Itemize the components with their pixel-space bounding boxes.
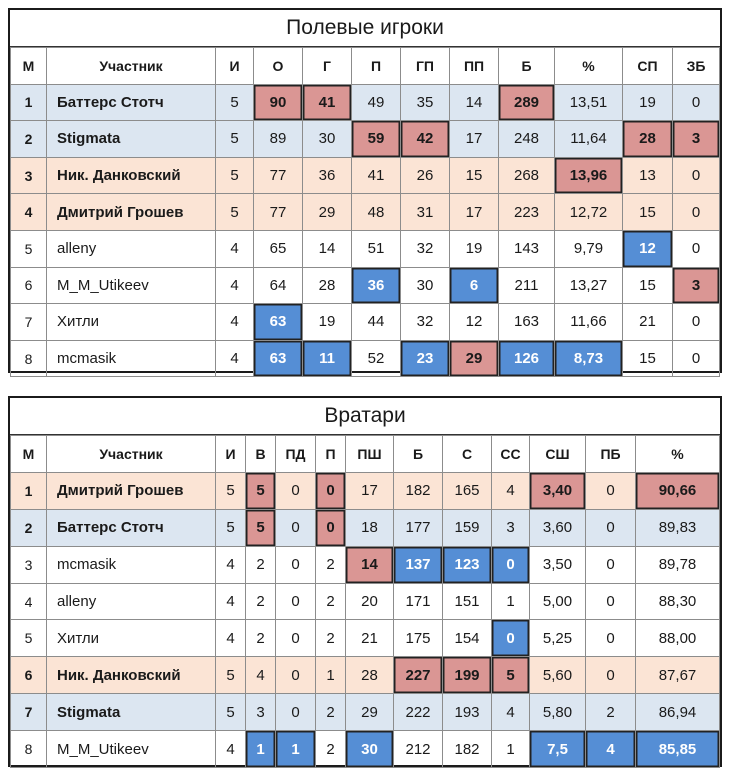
stat-cell: 65 — [254, 230, 303, 267]
stat-cell: 0 — [673, 194, 720, 231]
stat-cell: 137 — [394, 546, 443, 583]
rank-cell: 5 — [11, 230, 47, 267]
stat-cell: 8,73 — [555, 340, 623, 377]
stat-cell: 30 — [346, 731, 394, 768]
stat-cell: 5,00 — [530, 583, 586, 620]
stat-cell: 5 — [216, 509, 246, 546]
stat-cell: 26 — [401, 157, 450, 194]
stat-cell: 89,83 — [636, 509, 720, 546]
stat-cell: 2 — [316, 546, 346, 583]
column-header: Г — [303, 48, 352, 85]
stat-cell: 32 — [401, 304, 450, 341]
field-players-header-row — [11, 48, 720, 85]
rank-cell: 4 — [11, 583, 47, 620]
stat-cell: 4 — [586, 731, 636, 768]
stat-cell: 86,94 — [636, 694, 720, 731]
column-header: С — [443, 436, 492, 473]
rank-cell: 8 — [11, 340, 47, 377]
stat-cell: 77 — [254, 194, 303, 231]
stat-cell: 85,85 — [636, 731, 720, 768]
stat-cell: 0 — [586, 657, 636, 694]
stat-cell: 14 — [303, 230, 352, 267]
stat-cell: 0 — [586, 509, 636, 546]
stat-cell: 4 — [216, 340, 254, 377]
table-row — [11, 694, 720, 731]
rank-cell: 5 — [11, 620, 47, 657]
stat-cell: 0 — [673, 157, 720, 194]
stat-cell: 77 — [254, 157, 303, 194]
table-row — [11, 620, 720, 657]
stat-cell: 88,30 — [636, 583, 720, 620]
stat-cell: 63 — [254, 304, 303, 341]
rank-cell: 7 — [11, 304, 47, 341]
goalkeepers-panel — [8, 396, 722, 767]
stat-cell: 12 — [450, 304, 499, 341]
stat-cell: 2 — [316, 731, 346, 768]
stat-cell: 5 — [216, 157, 254, 194]
stat-cell: 30 — [303, 121, 352, 158]
rank-cell: 1 — [11, 472, 47, 509]
stat-cell: 49 — [352, 84, 401, 121]
stat-cell: 212 — [394, 731, 443, 768]
stat-cell: 0 — [276, 694, 316, 731]
player-name-cell: alleny — [47, 230, 216, 267]
stat-cell: 15 — [450, 157, 499, 194]
stat-cell: 17 — [346, 472, 394, 509]
stat-cell: 5 — [216, 657, 246, 694]
goalkeepers-header-row — [11, 436, 720, 473]
stat-cell: 0 — [673, 304, 720, 341]
table-row — [11, 657, 720, 694]
column-header: % — [636, 436, 720, 473]
stat-cell: 171 — [394, 583, 443, 620]
stat-cell: 4 — [216, 304, 254, 341]
stat-cell: 0 — [276, 657, 316, 694]
stat-cell: 182 — [443, 731, 492, 768]
stat-cell: 23 — [401, 340, 450, 377]
stat-cell: 90 — [254, 84, 303, 121]
stat-cell: 44 — [352, 304, 401, 341]
stat-cell: 17 — [450, 121, 499, 158]
stat-cell: 2 — [586, 694, 636, 731]
stat-cell: 29 — [303, 194, 352, 231]
stat-cell: 0 — [586, 620, 636, 657]
column-header: М — [11, 436, 47, 473]
player-name-cell: mcmasik — [47, 340, 216, 377]
stat-cell: 5 — [246, 472, 276, 509]
stat-cell: 2 — [246, 620, 276, 657]
stat-cell: 63 — [254, 340, 303, 377]
rank-cell: 6 — [11, 657, 47, 694]
stat-cell: 2 — [246, 583, 276, 620]
goalkeepers-table — [10, 435, 720, 768]
column-header: ЗБ — [673, 48, 720, 85]
stat-cell: 3 — [673, 121, 720, 158]
rank-cell: 3 — [11, 546, 47, 583]
stat-cell: 1 — [492, 583, 530, 620]
stat-cell: 59 — [352, 121, 401, 158]
rank-cell: 6 — [11, 267, 47, 304]
stat-cell: 13 — [623, 157, 673, 194]
stat-cell: 0 — [492, 620, 530, 657]
stat-cell: 1 — [316, 657, 346, 694]
player-name-cell: Stigmata — [47, 121, 216, 158]
table-row — [11, 194, 720, 231]
stat-cell: 0 — [586, 546, 636, 583]
stat-cell: 19 — [623, 84, 673, 121]
stat-cell: 7,5 — [530, 731, 586, 768]
player-name-cell: M_M_Utikeev — [47, 267, 216, 304]
table-row — [11, 230, 720, 267]
column-header: СП — [623, 48, 673, 85]
stat-cell: 89 — [254, 121, 303, 158]
table-row — [11, 731, 720, 768]
stat-cell: 5 — [216, 121, 254, 158]
stat-cell: 2 — [316, 620, 346, 657]
stat-cell: 1 — [276, 731, 316, 768]
stat-cell: 0 — [316, 472, 346, 509]
column-header: М — [11, 48, 47, 85]
rank-cell: 2 — [11, 121, 47, 158]
stat-cell: 4 — [216, 230, 254, 267]
stat-cell: 4 — [492, 472, 530, 509]
stat-cell: 268 — [499, 157, 555, 194]
stat-cell: 0 — [276, 472, 316, 509]
rank-cell: 3 — [11, 157, 47, 194]
stat-cell: 5,25 — [530, 620, 586, 657]
column-header: П — [316, 436, 346, 473]
stat-cell: 3,40 — [530, 472, 586, 509]
stat-cell: 18 — [346, 509, 394, 546]
stat-cell: 5,60 — [530, 657, 586, 694]
stat-cell: 13,27 — [555, 267, 623, 304]
stat-cell: 248 — [499, 121, 555, 158]
column-header: Участник — [47, 436, 216, 473]
stat-cell: 5 — [492, 657, 530, 694]
stat-cell: 15 — [623, 267, 673, 304]
stat-cell: 0 — [316, 509, 346, 546]
stat-cell: 29 — [450, 340, 499, 377]
stat-cell: 51 — [352, 230, 401, 267]
stat-cell: 6 — [450, 267, 499, 304]
stat-cell: 12 — [623, 230, 673, 267]
column-header: В — [246, 436, 276, 473]
stat-cell: 14 — [450, 84, 499, 121]
stat-cell: 5,80 — [530, 694, 586, 731]
stat-cell: 36 — [303, 157, 352, 194]
stat-cell: 5 — [216, 84, 254, 121]
stat-cell: 87,67 — [636, 657, 720, 694]
rank-cell: 1 — [11, 84, 47, 121]
stat-cell: 4 — [216, 583, 246, 620]
column-header: Б — [499, 48, 555, 85]
stat-cell: 4 — [216, 267, 254, 304]
stat-cell: 0 — [276, 509, 316, 546]
stat-cell: 151 — [443, 583, 492, 620]
stat-cell: 4 — [216, 546, 246, 583]
stat-cell: 31 — [401, 194, 450, 231]
stat-cell: 36 — [352, 267, 401, 304]
stat-cell: 159 — [443, 509, 492, 546]
stat-cell: 0 — [673, 230, 720, 267]
stat-cell: 177 — [394, 509, 443, 546]
stat-cell: 199 — [443, 657, 492, 694]
stat-cell: 41 — [352, 157, 401, 194]
table-row — [11, 121, 720, 158]
stat-cell: 143 — [499, 230, 555, 267]
stat-cell: 0 — [673, 84, 720, 121]
stat-cell: 1 — [492, 731, 530, 768]
rank-cell: 4 — [11, 194, 47, 231]
table-row — [11, 583, 720, 620]
column-header: СС — [492, 436, 530, 473]
goalkeepers-title: Вратари — [10, 398, 720, 435]
stat-cell: 0 — [673, 340, 720, 377]
player-name-cell: Дмитрий Грошев — [47, 472, 216, 509]
player-name-cell: Ник. Данковский — [47, 657, 216, 694]
stat-cell: 11,66 — [555, 304, 623, 341]
stat-cell: 0 — [276, 620, 316, 657]
stat-cell: 4 — [492, 694, 530, 731]
stat-cell: 5 — [216, 694, 246, 731]
player-name-cell: M_M_Utikeev — [47, 731, 216, 768]
stat-cell: 48 — [352, 194, 401, 231]
column-header: СШ — [530, 436, 586, 473]
player-name-cell: Дмитрий Грошев — [47, 194, 216, 231]
table-row — [11, 157, 720, 194]
stat-cell: 29 — [346, 694, 394, 731]
stat-cell: 193 — [443, 694, 492, 731]
stat-cell: 52 — [352, 340, 401, 377]
stat-cell: 28 — [623, 121, 673, 158]
field-players-title: Полевые игроки — [10, 10, 720, 47]
stat-cell: 154 — [443, 620, 492, 657]
stat-cell: 123 — [443, 546, 492, 583]
stat-cell: 5 — [216, 472, 246, 509]
stat-cell: 289 — [499, 84, 555, 121]
stat-cell: 21 — [623, 304, 673, 341]
stat-cell: 2 — [316, 583, 346, 620]
column-header: П — [352, 48, 401, 85]
field-players-table — [10, 47, 720, 377]
stat-cell: 3,50 — [530, 546, 586, 583]
column-header: ПБ — [586, 436, 636, 473]
stat-cell: 211 — [499, 267, 555, 304]
stat-cell: 4 — [246, 657, 276, 694]
stat-cell: 89,78 — [636, 546, 720, 583]
stat-cell: 13,96 — [555, 157, 623, 194]
column-header: Б — [394, 436, 443, 473]
stat-cell: 28 — [303, 267, 352, 304]
table-row — [11, 340, 720, 377]
stat-cell: 0 — [586, 472, 636, 509]
stat-cell: 3 — [492, 509, 530, 546]
stat-cell: 15 — [623, 194, 673, 231]
player-name-cell: Баттерс Стотч — [47, 509, 216, 546]
player-name-cell: alleny — [47, 583, 216, 620]
stat-cell: 32 — [401, 230, 450, 267]
stat-cell: 0 — [276, 546, 316, 583]
stat-cell: 4 — [216, 731, 246, 768]
stat-cell: 13,51 — [555, 84, 623, 121]
stat-cell: 35 — [401, 84, 450, 121]
player-name-cell: Хитли — [47, 620, 216, 657]
stat-cell: 2 — [246, 546, 276, 583]
stat-cell: 19 — [450, 230, 499, 267]
stat-cell: 20 — [346, 583, 394, 620]
stat-cell: 5 — [246, 509, 276, 546]
stat-cell: 42 — [401, 121, 450, 158]
stat-cell: 3,60 — [530, 509, 586, 546]
stat-cell: 11 — [303, 340, 352, 377]
stat-cell: 30 — [401, 267, 450, 304]
stat-cell: 3 — [673, 267, 720, 304]
stat-cell: 12,72 — [555, 194, 623, 231]
stat-cell: 21 — [346, 620, 394, 657]
column-header: ПД — [276, 436, 316, 473]
table-row — [11, 304, 720, 341]
stat-cell: 4 — [216, 620, 246, 657]
stat-cell: 28 — [346, 657, 394, 694]
stat-cell: 0 — [492, 546, 530, 583]
column-header: ГП — [401, 48, 450, 85]
stat-cell: 0 — [586, 583, 636, 620]
player-name-cell: Баттерс Стотч — [47, 84, 216, 121]
field-players-panel — [8, 8, 722, 373]
player-name-cell: Ник. Данковский — [47, 157, 216, 194]
stat-cell: 41 — [303, 84, 352, 121]
rank-cell: 7 — [11, 694, 47, 731]
stat-cell: 2 — [316, 694, 346, 731]
table-row — [11, 267, 720, 304]
player-name-cell: mcmasik — [47, 546, 216, 583]
column-header: % — [555, 48, 623, 85]
table-row — [11, 84, 720, 121]
column-header: ПП — [450, 48, 499, 85]
player-name-cell: Stigmata — [47, 694, 216, 731]
rank-cell: 2 — [11, 509, 47, 546]
stat-cell: 182 — [394, 472, 443, 509]
stat-cell: 19 — [303, 304, 352, 341]
stat-cell: 1 — [246, 731, 276, 768]
stat-cell: 88,00 — [636, 620, 720, 657]
column-header: И — [216, 436, 246, 473]
column-header: О — [254, 48, 303, 85]
stat-cell: 11,64 — [555, 121, 623, 158]
rank-cell: 8 — [11, 731, 47, 768]
stat-cell: 175 — [394, 620, 443, 657]
stat-cell: 0 — [276, 583, 316, 620]
stat-cell: 163 — [499, 304, 555, 341]
stat-cell: 223 — [499, 194, 555, 231]
stat-cell: 3 — [246, 694, 276, 731]
column-header: ПШ — [346, 436, 394, 473]
stat-cell: 165 — [443, 472, 492, 509]
stat-cell: 9,79 — [555, 230, 623, 267]
stat-cell: 15 — [623, 340, 673, 377]
stat-cell: 222 — [394, 694, 443, 731]
column-header: Участник — [47, 48, 216, 85]
table-row — [11, 472, 720, 509]
table-row — [11, 509, 720, 546]
player-name-cell: Хитли — [47, 304, 216, 341]
stat-cell: 14 — [346, 546, 394, 583]
table-row — [11, 546, 720, 583]
stat-cell: 90,66 — [636, 472, 720, 509]
stat-cell: 227 — [394, 657, 443, 694]
stat-cell: 126 — [499, 340, 555, 377]
stat-cell: 64 — [254, 267, 303, 304]
stat-cell: 5 — [216, 194, 254, 231]
column-header: И — [216, 48, 254, 85]
stat-cell: 17 — [450, 194, 499, 231]
